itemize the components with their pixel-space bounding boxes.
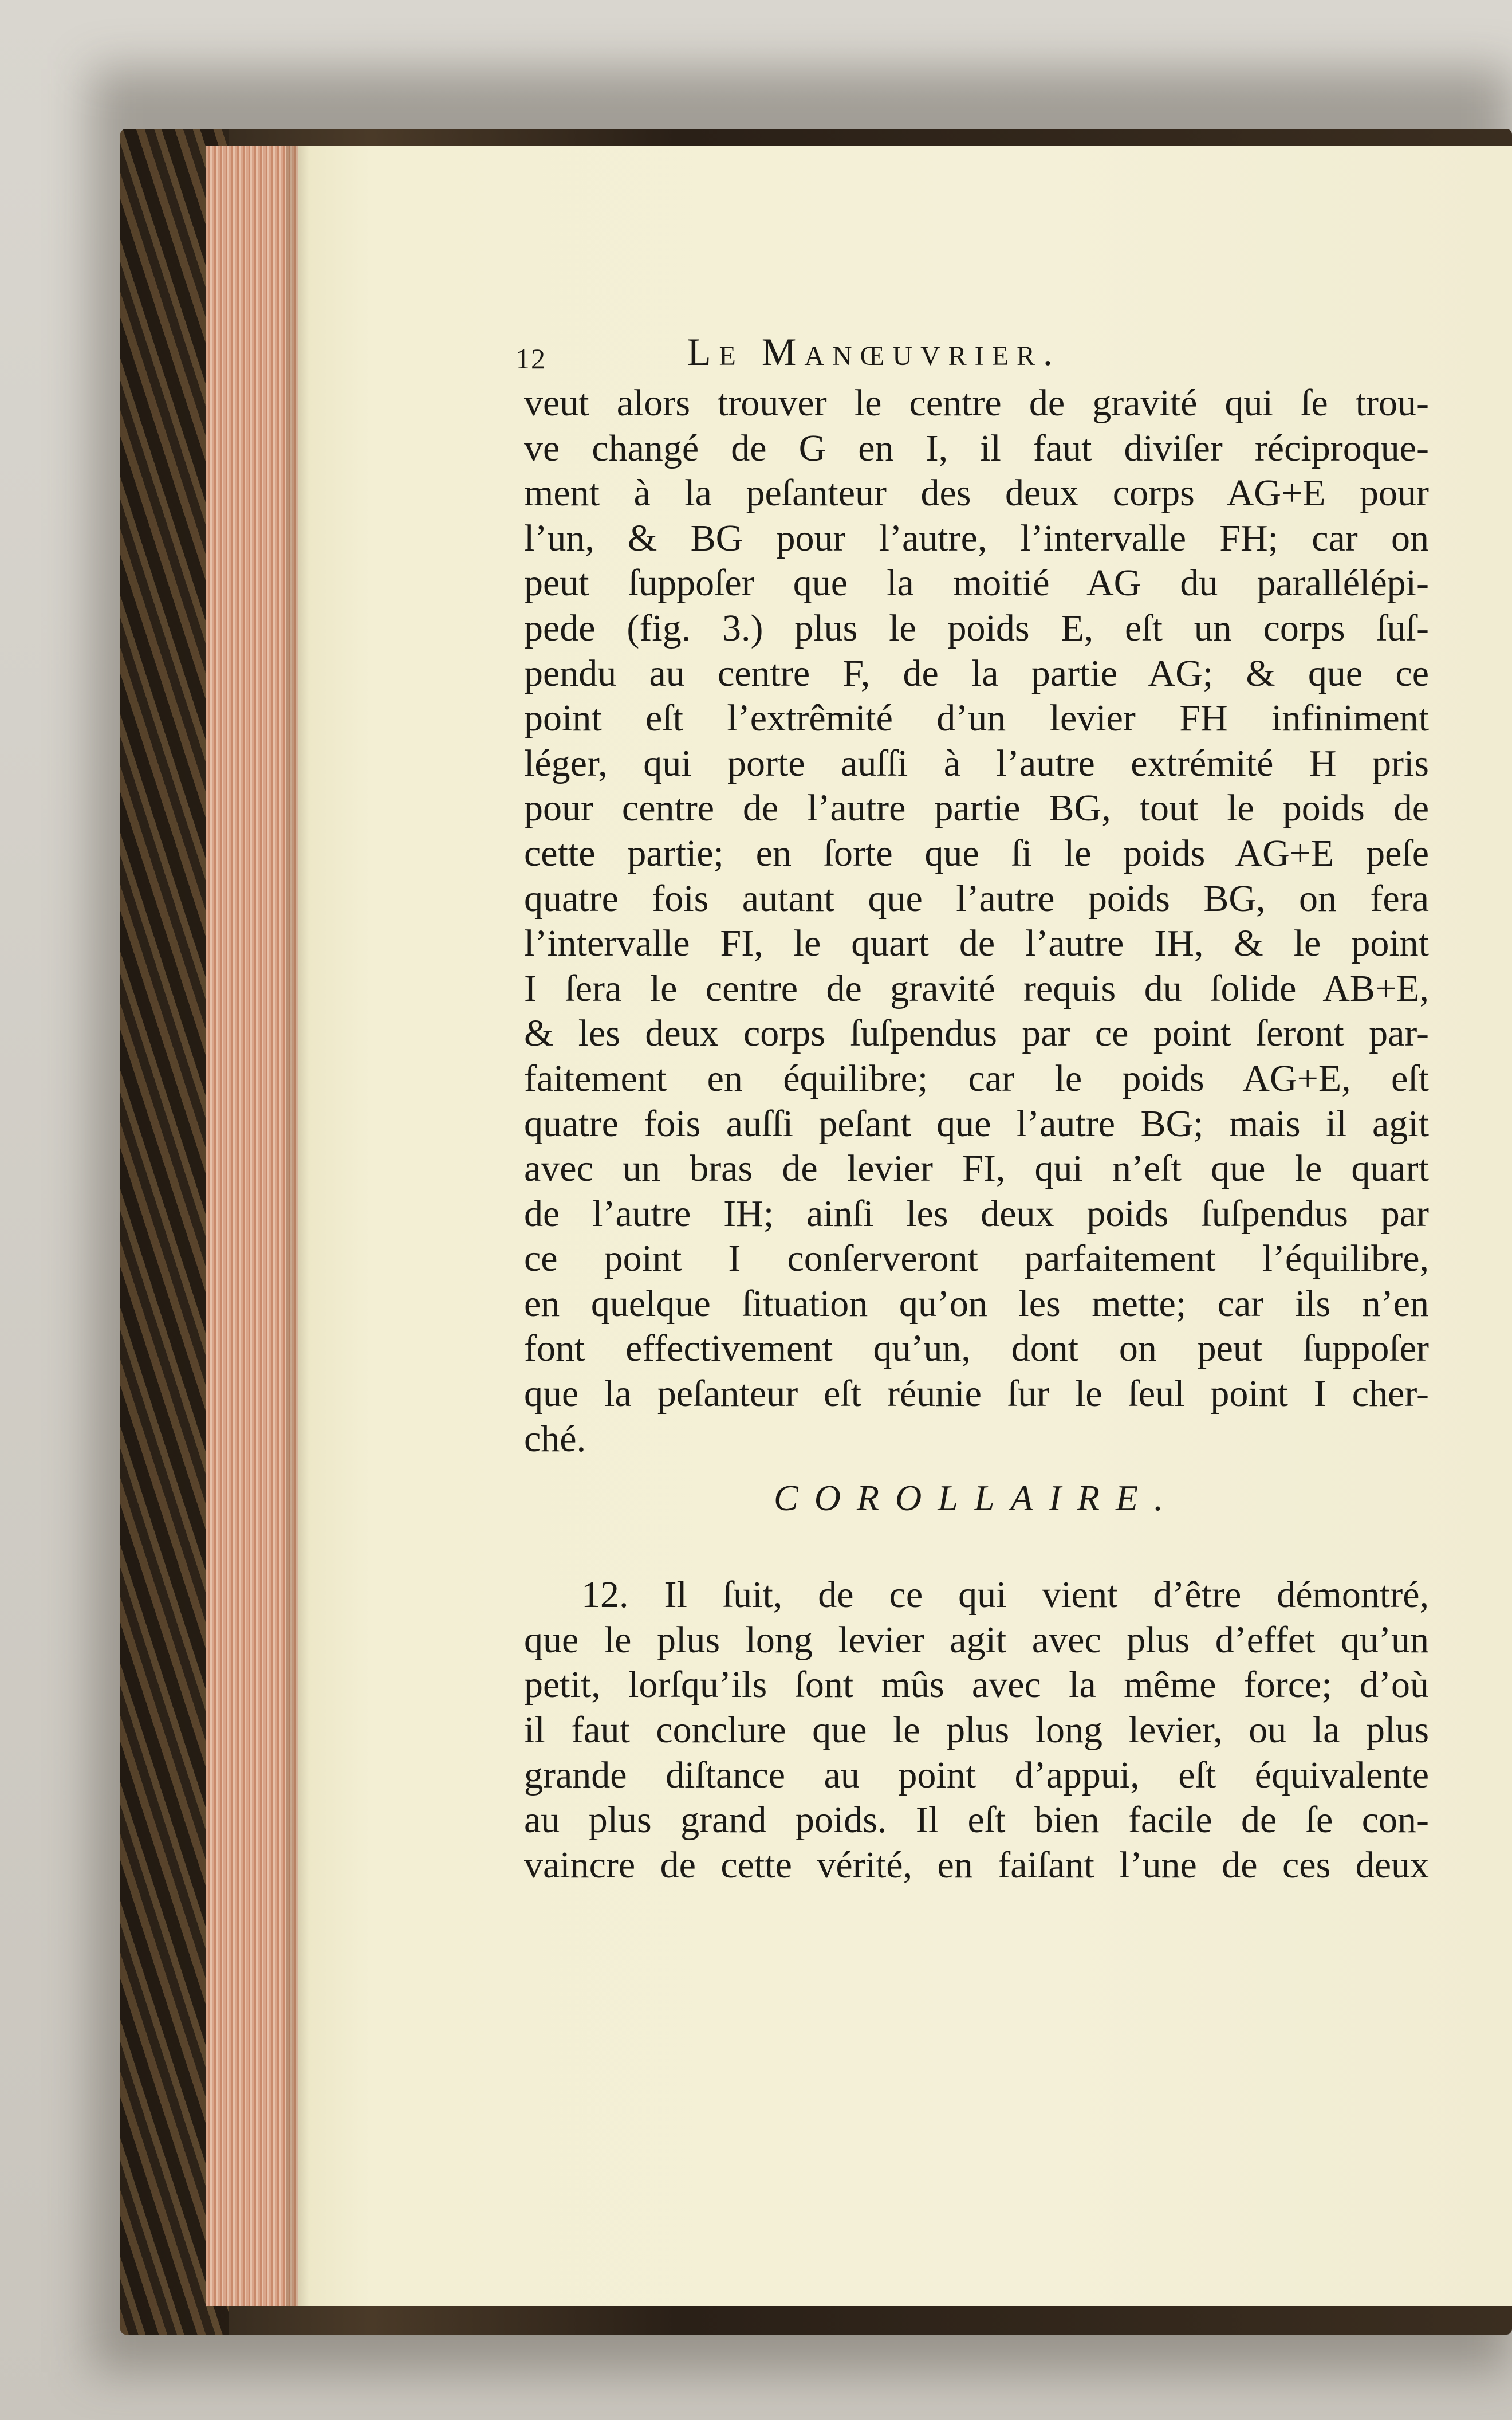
text-line: 12. Il ſuit, de ce qui vient d’être démontré, <box>581 1574 1429 1616</box>
text-line: point eſt l’extrêmité d’un levier FH infiniment <box>524 697 1429 740</box>
text-line: avec un bras de levier FI, qui n’eſt que le quart <box>524 1148 1429 1190</box>
text-line: I ſera le centre de gravité requis du ſolide AB+E, <box>524 967 1429 1009</box>
page-edges <box>206 146 298 2306</box>
text-line: ché. <box>524 1417 586 1460</box>
text-line: quatre fois auſſi peſant que l’autre BG; mais il agit <box>524 1102 1429 1145</box>
text-line: ment à la peſanteur des deux corps AG+E pour <box>524 472 1429 514</box>
text-line: il faut conclure que le plus long levier, ou la plus <box>524 1709 1429 1751</box>
text-line: peut ſuppoſer que la moitié AG du parallélépi- <box>524 562 1429 604</box>
text-line: vaincre de cette vérité, en faiſant l’une de ces deux <box>524 1844 1429 1886</box>
text-line: veut alors trouver le centre de gravité qui ſe trou- <box>524 382 1429 424</box>
text-line: au plus grand poids. Il eſt bien facile de ſe con- <box>524 1799 1429 1841</box>
text-line: ve changé de G en I, il faut diviſer réciproque- <box>524 427 1429 469</box>
page-content <box>515 329 1429 1888</box>
text-line: que le plus long levier agit avec plus d’effet qu’un <box>524 1618 1429 1661</box>
text-line: grande diſtance au point d’appui, eſt équivalente <box>524 1754 1429 1796</box>
text-line: léger, qui porte auſſi à l’autre extrémité H pris <box>524 742 1429 784</box>
text-line: l’un, & BG pour l’autre, l’intervalle FH; car on <box>524 517 1429 559</box>
text-line: pendu au centre F, de la partie AG; & que ce <box>524 652 1429 694</box>
section-heading: COROLLAIRE. <box>774 1478 1179 1519</box>
running-head: Le Manœuvrier. <box>687 330 1061 374</box>
paragraph-1 <box>524 381 1429 1462</box>
text-line: en quelque ſituation qu’on les mette; car ils n’en <box>524 1282 1429 1325</box>
page-header <box>515 329 1429 375</box>
text-line: & les deux corps ſuſpendus par ce point ſeront par- <box>524 1012 1429 1055</box>
page-number: 12 <box>515 343 546 375</box>
text-line: faitement en équilibre; car le poids AG+E, eſt <box>524 1057 1429 1099</box>
paragraph-2 <box>524 1573 1429 1888</box>
text-line: cette partie; en ſorte que ſi le poids AG+E peſe <box>524 832 1429 874</box>
text-line: pour centre de l’autre partie BG, tout le poids de <box>524 787 1429 830</box>
text-line: quatre fois autant que l’autre poids BG, on fera <box>524 877 1429 920</box>
text-line: pede (fig. 3.) plus le poids E, eſt un corps ſuſ- <box>524 607 1429 649</box>
text-line: petit, lorſqu’ils ſont mûs avec la même force; d’où <box>524 1664 1429 1706</box>
text-line: l’intervalle FI, le quart de l’autre IH, & le point <box>524 922 1429 965</box>
text-line: de l’autre IH; ainſi les deux poids ſuſpendus par <box>524 1192 1429 1235</box>
text-line: ce point I conſerveront parfaitement l’équilibre, <box>524 1238 1429 1280</box>
page-gutter <box>286 146 309 2306</box>
text-line: font effectivement qu’un, dont on peut ſuppoſer <box>524 1327 1429 1370</box>
text-line: que la peſanteur eſt réunie ſur le ſeul point I cher- <box>524 1373 1429 1415</box>
